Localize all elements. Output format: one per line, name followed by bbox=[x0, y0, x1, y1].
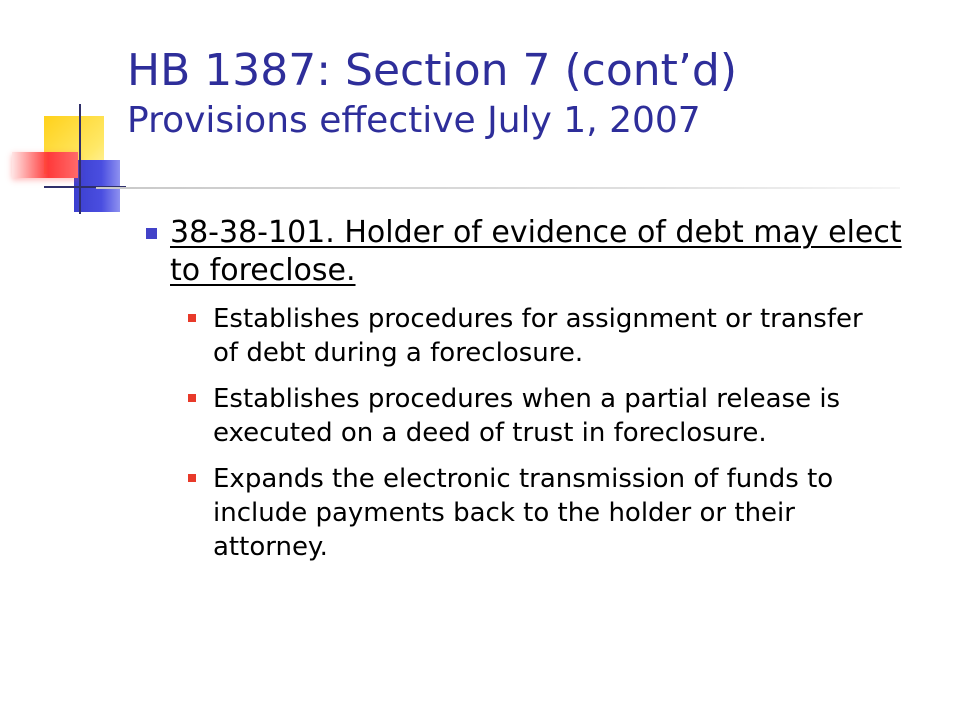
title-divider bbox=[96, 187, 900, 189]
slide-body bbox=[130, 214, 930, 564]
red-bar bbox=[12, 152, 78, 178]
vertical-line bbox=[79, 104, 81, 214]
square-bullet-icon bbox=[188, 314, 196, 322]
sub-bullet-text: Expands the electronic transmission of funds to include payments back to the holder or their attorney. bbox=[213, 464, 834, 562]
slide-title bbox=[127, 44, 927, 144]
sub-bullet-item bbox=[130, 382, 930, 450]
sub-bullet-item bbox=[130, 302, 930, 370]
square-bullet-icon bbox=[188, 394, 196, 402]
sub-bullet-item bbox=[130, 462, 930, 564]
sub-bullet-text: Establishes procedures when a partial release is executed on a deed of trust in foreclosure. bbox=[213, 384, 841, 448]
bullet-item bbox=[130, 214, 930, 290]
title-line-2: Provisions effective July 1, 2007 bbox=[127, 100, 701, 141]
square-bullet-icon bbox=[188, 474, 196, 482]
square-bullet-icon bbox=[146, 228, 157, 239]
title-line-1: HB 1387: Section 7 (cont’d) bbox=[127, 45, 737, 96]
sub-bullet-text: Establishes procedures for assignment or transfer of debt during a foreclosure. bbox=[213, 304, 863, 368]
decorative-logo bbox=[0, 100, 140, 220]
bullet-text: 38-38-101. Holder of evidence of debt may elect to foreclose. bbox=[170, 215, 902, 288]
